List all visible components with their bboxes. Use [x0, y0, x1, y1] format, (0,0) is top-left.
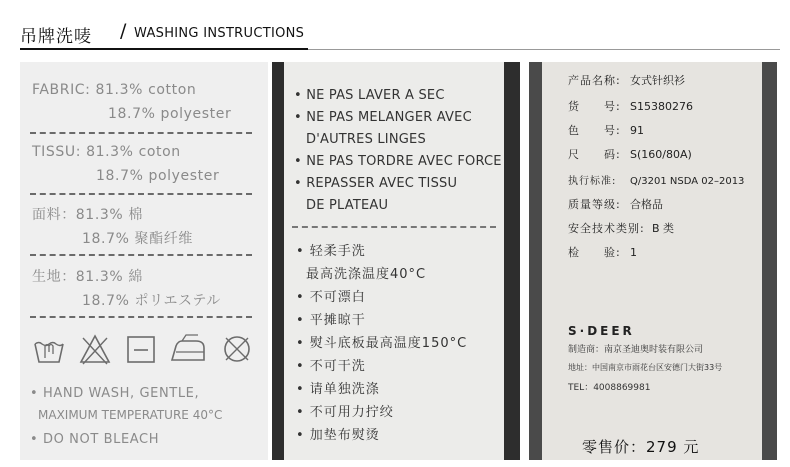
header-rule-light — [308, 49, 780, 50]
address: 地址：中国南京市雨花台区安德门大街33号 — [568, 363, 723, 372]
fr-line: D'AUTRES LINGES — [306, 132, 426, 147]
quality-grade-row: 质量等级: 合格品 — [568, 198, 663, 211]
dashed-divider — [30, 254, 252, 256]
zh-care-line: 最高洗涤温度40°C — [306, 267, 427, 282]
care-hand-wash: • HAND WASH, GENTLE, — [30, 386, 200, 401]
tissu-line2: 18.7% polyester — [96, 168, 220, 184]
header-title-en: WASHING INSTRUCTIONS — [134, 26, 305, 41]
zh-care-line: • 平摊晾干 — [296, 313, 366, 328]
dashed-divider — [30, 132, 252, 134]
fr-line: • NE PAS MELANGER AVEC — [294, 110, 472, 125]
zh-care-line: • 加垫布熨烫 — [296, 428, 380, 443]
no-tumble-dry-icon — [220, 332, 254, 366]
manufacturer: 制造商：南京圣迪奥时装有限公司 — [568, 345, 704, 355]
header-rule-dark — [20, 48, 308, 50]
care-icons-row — [28, 332, 260, 372]
size-row: 尺 码: S(160/80A) — [568, 148, 692, 161]
no-bleach-icon — [78, 332, 112, 366]
safety-category-row: 安全技术类别: B 类 — [568, 222, 675, 235]
hang-tag — [542, 62, 762, 460]
mianliao-line2: 18.7% 聚酯纤维 — [82, 231, 193, 247]
line-dry-icon — [124, 332, 158, 366]
dashed-divider — [30, 193, 252, 195]
tissu-line1: TISSU: 81.3% coton — [32, 144, 181, 160]
product-name-row: 产品名称: 女式针织衫 — [568, 74, 685, 87]
fr-line: • NE PAS TORDRE AVEC FORCE — [294, 154, 502, 169]
dashed-divider — [30, 316, 252, 318]
hand-wash-icon — [32, 332, 66, 366]
zh-care-line: • 不可漂白 — [296, 290, 366, 305]
fabric-line2: 18.7% polyester — [108, 106, 232, 122]
fabric-line1: FABRIC: 81.3% cotton — [32, 82, 197, 98]
zh-care-line: • 不可干洗 — [296, 359, 366, 374]
header-title-zh: 吊牌洗唛 — [20, 27, 92, 47]
color-number-row: 色 号: 91 — [568, 124, 644, 137]
brand-logo: S·DEER — [568, 324, 635, 338]
item-number-row: 货 号: S15380276 — [568, 100, 693, 113]
section-header — [20, 18, 780, 52]
zh-care-line: • 不可用力拧绞 — [296, 405, 394, 420]
fr-line: DE PLATEAU — [306, 198, 389, 213]
dashed-divider — [292, 226, 496, 228]
telephone: TEL：4008869981 — [568, 383, 651, 393]
zh-care-line: • 轻柔手洗 — [296, 244, 366, 259]
header-separator: / — [120, 20, 127, 42]
care-no-bleach: • DO NOT BLEACH — [30, 432, 160, 447]
iron-icon — [168, 332, 208, 366]
fr-line: • REPASSER AVEC TISSU — [294, 176, 458, 191]
kiji-line2: 18.7% ポリエステル — [82, 293, 221, 309]
zh-care-line: • 请单独洗涤 — [296, 382, 380, 397]
kiji-line1: 生地：81.3% 綿 — [32, 269, 143, 285]
mianliao-line1: 面料：81.3% 棉 — [32, 207, 143, 223]
care-instructions-label — [284, 62, 504, 460]
standard-row: 执行标准: Q/3201 NSDA 02–2013 — [568, 176, 745, 187]
care-max-temp: MAXIMUM TEMPERATURE 40°C — [38, 408, 223, 422]
zh-care-line: • 熨斗底板最高温度150°C — [296, 336, 468, 351]
retail-price: 零售价：279 元 — [582, 438, 700, 456]
inspection-row: 检 验: 1 — [568, 246, 637, 259]
composition-label — [20, 62, 268, 460]
fr-line: • NE PAS LAVER A SEC — [294, 88, 445, 103]
